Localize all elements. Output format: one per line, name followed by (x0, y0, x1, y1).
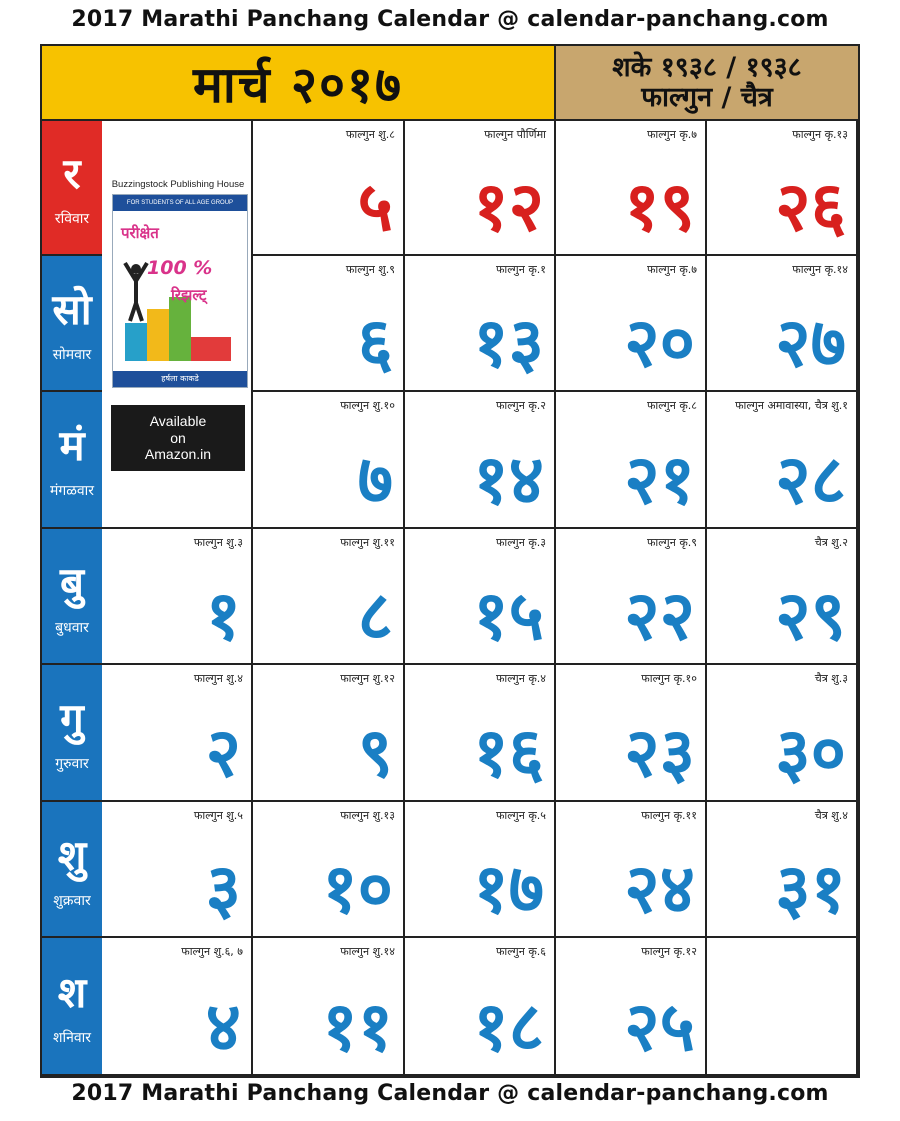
date-cell[interactable] (253, 256, 405, 392)
date-cell[interactable] (707, 665, 858, 802)
amazon-button[interactable] (111, 405, 245, 471)
site-title-top: 2017 Marathi Panchang Calendar @ calendar-panchang.com (71, 7, 829, 32)
date-cell[interactable] (707, 256, 858, 392)
weekday-full: गुरुवार (55, 756, 89, 772)
date-cell[interactable] (707, 802, 858, 938)
date-cell[interactable] (405, 938, 556, 1076)
date-cell[interactable] (102, 529, 253, 665)
tithi-label: फाल्गुन शु.११ (340, 536, 395, 549)
empty-cell (707, 938, 858, 1076)
tithi-label: फाल्गुन कृ.२ (495, 399, 546, 412)
weekday-full: बुधवार (55, 619, 89, 636)
date-cell[interactable] (405, 121, 556, 256)
book-cover[interactable] (112, 194, 248, 388)
date-number: ८ (357, 577, 393, 656)
date-number: ४ (205, 988, 241, 1067)
tithi-label: फाल्गुन कृ.१२ (641, 945, 697, 958)
tithi-label: चैत्र शु.२ (814, 536, 848, 549)
date-number: ३१ (775, 850, 846, 929)
tithi-label: चैत्र शु.३ (814, 672, 848, 685)
ad-publisher: Buzzingstock Publishing House (111, 179, 245, 190)
date-number: ७ (357, 441, 393, 520)
date-cell[interactable] (102, 802, 253, 938)
tithi-label: फाल्गुन शु.८ (345, 128, 395, 141)
tithi-label: फाल्गुन कृ.६ (495, 945, 546, 958)
tithi-label: फाल्गुन कृ.४ (495, 672, 546, 685)
date-number: १६ (473, 714, 544, 793)
date-cell[interactable] (556, 938, 707, 1076)
date-cell[interactable] (707, 529, 858, 665)
month-header (42, 46, 556, 121)
weekday-full: रविवार (54, 211, 90, 227)
book-title-line-3: रिझल्ट् (171, 286, 207, 304)
date-cell[interactable] (556, 392, 707, 529)
site-title-bottom: 2017 Marathi Panchang Calendar @ calendar-panchang.com (71, 1081, 829, 1106)
date-cell[interactable] (405, 665, 556, 802)
date-number: २८ (775, 441, 846, 520)
date-cell[interactable] (253, 665, 405, 802)
weekday-short: गु (60, 694, 84, 743)
era-header (556, 46, 858, 121)
tithi-label: फाल्गुन कृ.१ (495, 263, 546, 276)
shake-year: शके १९३८ / १९३८ (612, 51, 802, 83)
tithi-label: फाल्गुन पौर्णिमा (484, 128, 546, 141)
weekday-label (42, 529, 102, 665)
date-cell[interactable] (556, 256, 707, 392)
tithi-label: फाल्गुन कृ.१३ (792, 128, 848, 141)
weekday-label (42, 256, 102, 392)
tithi-label: फाल्गुन शु.६, ७ (181, 945, 243, 958)
book-advertisement[interactable] (102, 121, 253, 529)
tithi-label: फाल्गुन शु.३ (193, 536, 243, 549)
date-number: १ (205, 577, 241, 656)
weekday-short: र (63, 149, 81, 198)
date-cell[interactable] (405, 529, 556, 665)
date-cell[interactable] (253, 938, 405, 1076)
date-number: २९ (775, 577, 846, 656)
weekday-label (42, 121, 102, 256)
date-cell[interactable] (556, 665, 707, 802)
tithi-label: फाल्गुन अमावास्या, चैत्र शु.१ (735, 399, 848, 412)
date-number: १७ (473, 850, 544, 929)
book-title-line-2: 100 % (147, 257, 213, 279)
tithi-label: फाल्गुन शु.४ (193, 672, 243, 685)
date-cell[interactable] (405, 256, 556, 392)
weekday-label (42, 802, 102, 938)
weekday-full: मंगळवार (49, 483, 95, 499)
weekday-short: श (57, 967, 87, 1017)
date-cell[interactable] (102, 938, 253, 1076)
date-number: ६ (357, 304, 393, 383)
tithi-label: चैत्र शु.४ (814, 809, 848, 822)
date-cell[interactable] (405, 802, 556, 938)
date-number: ५ (357, 168, 393, 247)
date-number: २३ (624, 714, 695, 793)
date-number: २१ (624, 441, 695, 520)
tithi-label: फाल्गुन कृ.७ (646, 263, 697, 276)
date-cell[interactable] (253, 802, 405, 938)
date-cell[interactable] (556, 529, 707, 665)
date-number: १२ (473, 168, 544, 247)
date-number: १५ (473, 577, 544, 656)
tithi-label: फाल्गुन शु.९ (345, 263, 395, 276)
date-number: २० (624, 304, 695, 383)
tithi-label: फाल्गुन शु.१२ (340, 672, 395, 685)
date-number: ३० (775, 714, 846, 793)
masa-names: फाल्गुन / चैत्र (641, 81, 773, 113)
amazon-button-line-1: Available (149, 412, 207, 429)
date-number: ९ (357, 714, 393, 793)
tithi-label: फाल्गुन कृ.१० (641, 672, 697, 685)
date-number: १३ (473, 304, 544, 383)
weekday-label (42, 938, 102, 1076)
tithi-label: फाल्गुन शु.५ (193, 809, 243, 822)
tithi-label: फाल्गुन शु.१३ (340, 809, 395, 822)
weekday-full: सोमवार (52, 346, 92, 363)
tithi-label: फाल्गुन कृ.१४ (792, 263, 848, 276)
weekday-label (42, 392, 102, 529)
date-number: २७ (775, 304, 846, 383)
tithi-label: फाल्गुन कृ.८ (646, 399, 697, 412)
date-cell[interactable] (102, 665, 253, 802)
weekday-short: बु (60, 557, 84, 607)
date-number: २२ (624, 577, 695, 656)
date-cell[interactable] (253, 392, 405, 529)
tithi-label: फाल्गुन कृ.५ (495, 809, 546, 822)
weekday-full: शनिवार (52, 1029, 92, 1046)
tithi-label: फाल्गुन शु.१० (340, 399, 395, 412)
amazon-button-line-2: on (170, 429, 186, 446)
date-number: २ (205, 714, 241, 793)
weekday-short: सो (52, 284, 92, 334)
date-number: १८ (473, 988, 544, 1067)
date-cell[interactable] (405, 392, 556, 529)
date-cell[interactable] (707, 392, 858, 529)
date-number: १९ (624, 168, 695, 247)
month-title: मार्च २०१७ (192, 55, 403, 114)
tithi-label: फाल्गुन कृ.११ (641, 809, 697, 822)
date-cell[interactable] (556, 802, 707, 938)
weekday-short: शु (57, 830, 87, 880)
weekday-short: मं (59, 421, 85, 470)
date-number: १४ (473, 441, 544, 520)
date-number: ३ (205, 850, 241, 929)
date-cell[interactable] (253, 121, 405, 256)
weekday-full: शुक्रवार (53, 892, 91, 909)
date-number: २४ (624, 850, 695, 929)
tithi-label: फाल्गुन कृ.९ (646, 536, 697, 549)
tithi-label: फाल्गुन शु.१४ (340, 945, 395, 958)
amazon-button-line-3: Amazon.in (144, 446, 212, 463)
date-number: ११ (322, 988, 393, 1067)
tithi-label: फाल्गुन कृ.७ (646, 128, 697, 141)
date-number: २६ (775, 168, 846, 247)
weekday-label (42, 665, 102, 802)
date-cell[interactable] (556, 121, 707, 256)
date-number: १० (322, 850, 393, 929)
book-band: FOR STUDENTS OF ALL AGE GROUP (113, 195, 247, 211)
date-number: २५ (624, 988, 695, 1067)
date-cell[interactable] (707, 121, 858, 256)
date-cell[interactable] (253, 529, 405, 665)
book-author: हर्षला काकडे (113, 371, 247, 387)
book-title-line-1: परीक्षेत (121, 224, 159, 242)
tithi-label: फाल्गुन कृ.३ (495, 536, 546, 549)
